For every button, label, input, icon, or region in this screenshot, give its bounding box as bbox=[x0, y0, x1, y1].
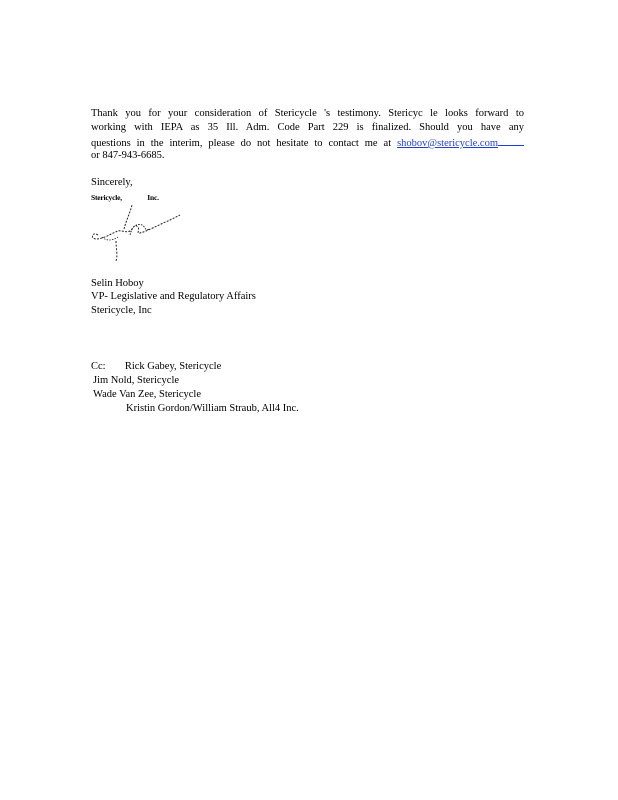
email-underline-tail bbox=[498, 135, 524, 146]
closing: Sincerely, bbox=[91, 177, 133, 188]
cc-label: Cc: bbox=[91, 361, 106, 372]
email-link[interactable]: shobov@stericycle.com bbox=[397, 138, 498, 149]
company-stamp-name: Stericycle, bbox=[91, 193, 122, 202]
cc-recipient-3: Wade Van Zee, Stericycle bbox=[93, 389, 201, 400]
body-line-2: working with IEPA as 35 Ill. Adm. Code Part 229 is finalized. Should you have any bbox=[91, 122, 524, 133]
cc-line-1 bbox=[91, 360, 221, 374]
body-line-3-text: questions in the interim, please do not hesitate to contact me at bbox=[91, 138, 392, 149]
cc-recipient-4: Kristin Gordon/William Straub, All4 Inc. bbox=[126, 403, 299, 414]
cc-recipient-2: Jim Nold, Stericycle bbox=[93, 375, 180, 386]
signer-title: VP- Legislative and Regulatory Affairs bbox=[91, 291, 256, 302]
signer-company: Stericycle, Inc bbox=[91, 305, 152, 316]
handwritten-signature bbox=[88, 201, 184, 265]
body-line-4: or 847-943-6685. bbox=[91, 150, 165, 161]
body-line-1: Thank you for your consideration of Stericycle 's testimony. Stericyc le looks forward to bbox=[91, 108, 524, 119]
signer-name: Selin Hoboy bbox=[91, 278, 144, 289]
cc-recipient-1: Rick Gabey, Stericycle bbox=[124, 361, 222, 372]
company-stamp-inc: Inc. bbox=[147, 193, 159, 202]
